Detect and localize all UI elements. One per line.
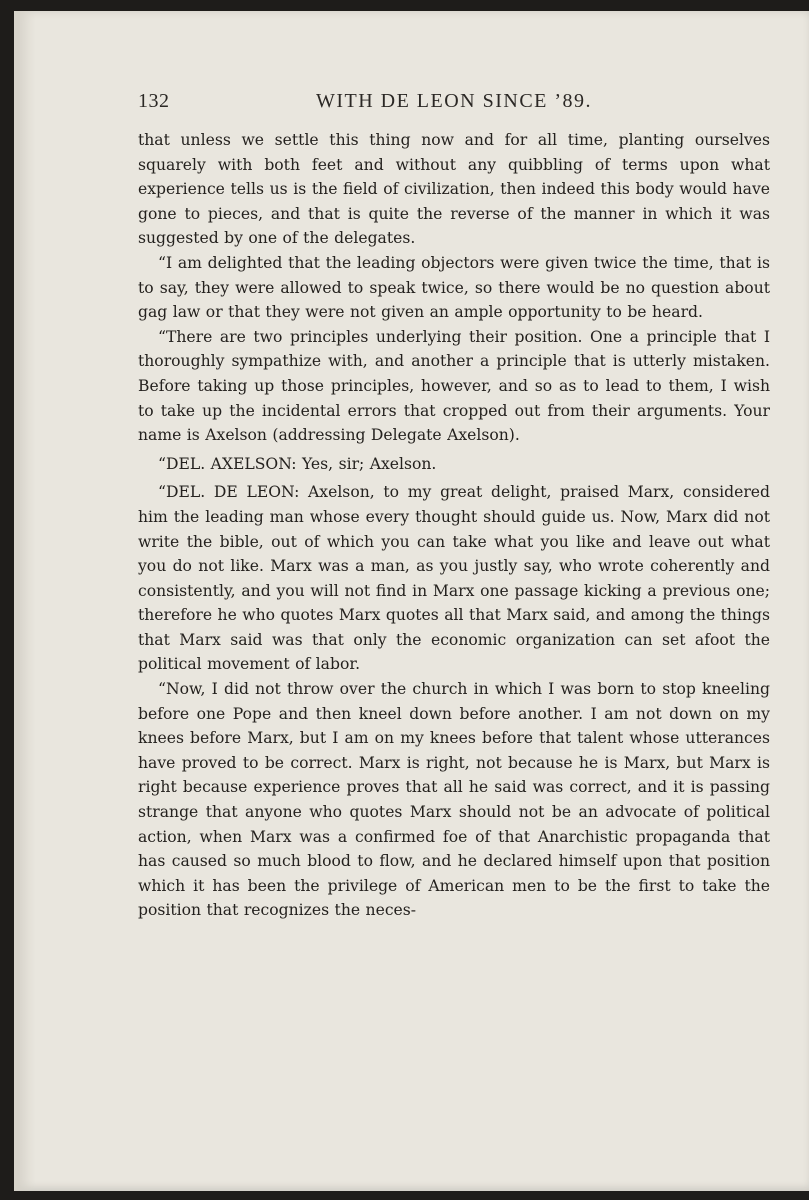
paragraph-2: “I am delighted that the leading objectors were given twice the time, that is to say, they were allowed to speak twice, so there would be no question about gag law or that they were not given an ample opportunity to be heard. [138, 253, 770, 322]
page-number: 132 [138, 90, 170, 112]
running-head: WITH DE LEON SINCE ’89. [315, 90, 593, 112]
paragraph-3: “There are two principles underlying their position. One a principle that I thoroughly sympathize with, and another a principle that is utterly mistaken. Before taking up those principles, however, and so as to lead to them, I wish to take up the incidental errors that cropped out from their arguments. Your name is Axelson (addressing Delegate Axelson). [138, 327, 770, 445]
paragraph-5: “DEL. DE LEON: Axelson, to my great delight, praised Marx, considered him the leading man whose every thought should guide us. Now, Marx did not write the bible, out of which you can take what you like and leave out what you do not like. Marx was a man, as you justly say, who wrote coherently and consistently, and you will not find in Marx one passage kicking a previous one; therefore he who quotes Marx quotes all that Marx said, and among the things that Marx said was that only the economic organization can set afoot the political movement of labor. [138, 483, 770, 674]
page-body [138, 128, 770, 923]
paragraph-4: “DEL. AXELSON: Yes, sir; Axelson. [158, 454, 437, 473]
page-header [138, 90, 770, 120]
paragraph-6: “Now, I did not throw over the church in which I was born to stop kneeling before one Pope and then kneel down before another. I am not down on my knees before Marx, but I am on my knees before that talent whose utterances have proved to be correct. Marx is right, not because he is Marx, but Marx is right because experience proves that all he said was correct, and it is passing strange that anyone who quotes Marx should not be an advocate of political action, when Marx was a confirmed foe of that Anarchistic propaganda that has caused so much blood to flow, and he declared himself upon that position which it has been the privilege of American men to be the first to take the position that recognizes the neces- [138, 680, 770, 920]
paragraph-1: that unless we settle this thing now and for all time, planting ourselves squarely with both feet and without any quibbling of terms upon what experience tells us is the field of civilization, then indeed this body would have gone to pieces, and that is quite the reverse of the manner in which it was suggested by one of the delegates. [138, 131, 770, 248]
page-gutter-shadow [14, 11, 36, 1191]
